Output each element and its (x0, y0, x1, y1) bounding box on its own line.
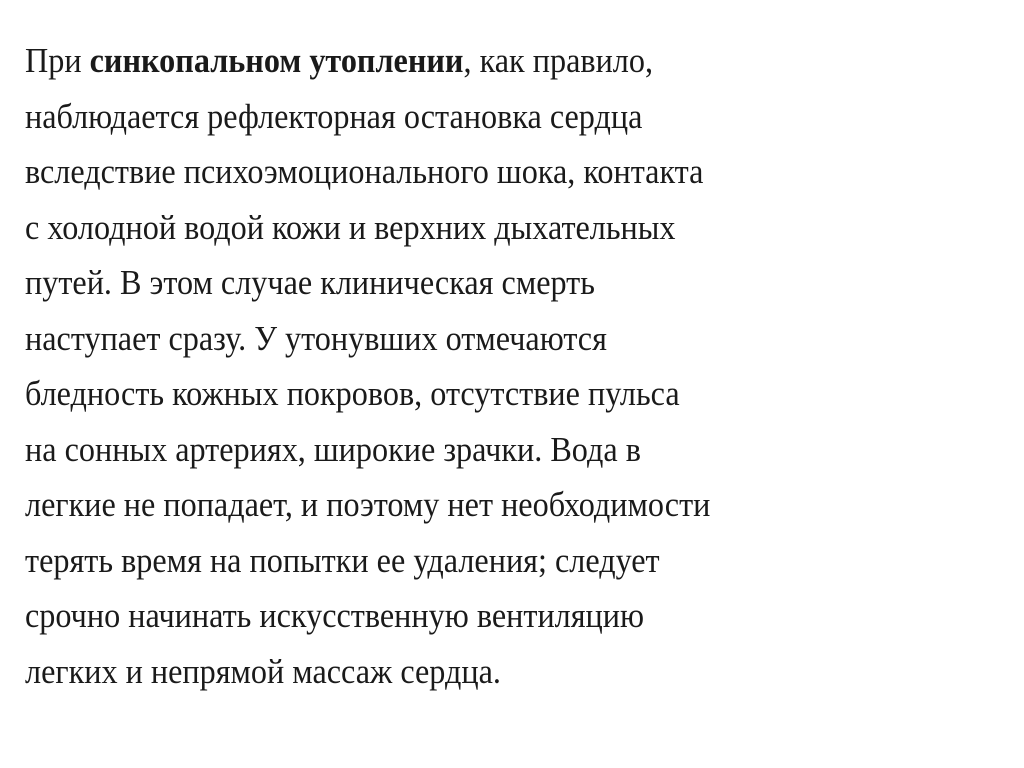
paragraph-line: с холодной водой кожи и верхних дыхательных (25, 207, 676, 247)
paragraph-line (25, 33, 927, 89)
emphasized-term: синкопальном утоплении (89, 41, 464, 80)
paragraph-line: путей. В этом случае клиническая смерть (25, 263, 595, 302)
paragraph-line: на сонных артериях, широкие зрачки. Вода в (25, 429, 641, 469)
paragraph-line: наступает сразу. У утонувших отмечаются (25, 318, 607, 358)
body-paragraph (25, 33, 927, 699)
paragraph-line: вследствие психоэмоционального шока, контакта (25, 152, 704, 191)
line-suffix: , как правило, (463, 41, 654, 80)
paragraph-line: легкие не попадает, и поэтому нет необходимости (25, 485, 711, 524)
paragraph-line: наблюдается рефлекторная остановка сердца (25, 96, 643, 136)
paragraph-line: легких и непрямой массаж сердца. (25, 651, 501, 691)
paragraph-line: бледность кожных покровов, отсутствие пульса (25, 374, 680, 413)
paragraph-line: терять время на попытки ее удаления; следует (25, 540, 660, 580)
paragraph-line: срочно начинать искусственную вентиляцию (25, 596, 645, 635)
line-prefix: При (25, 41, 90, 80)
